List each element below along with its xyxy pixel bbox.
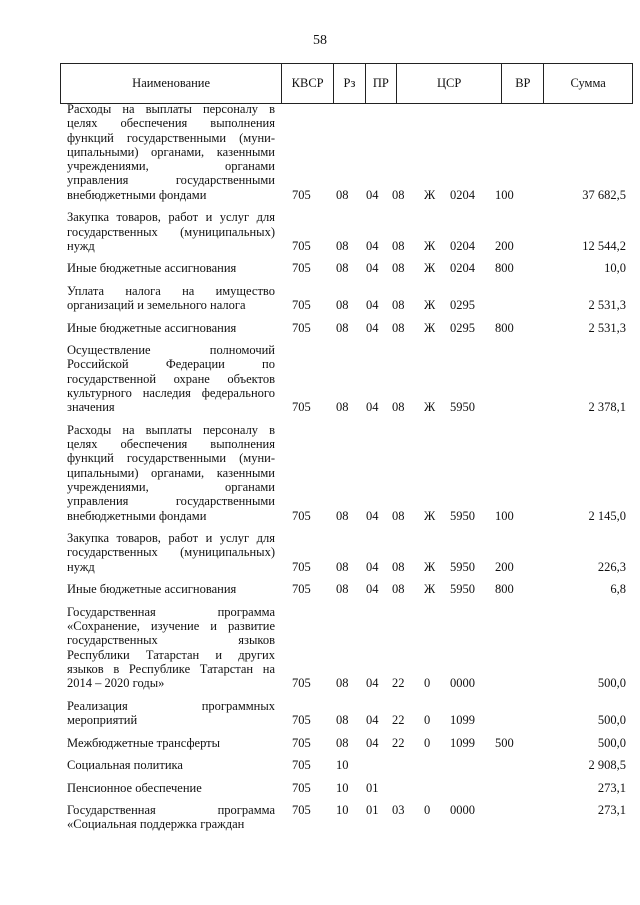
table-row	[0, 423, 640, 523]
page-number: 58	[313, 33, 327, 48]
cell-sum: 500,0	[597, 676, 626, 691]
row-name-line: нужд	[67, 238, 95, 253]
cell-pr: 04	[366, 559, 379, 574]
cell-pr: 04	[366, 582, 379, 597]
row-name-line: Реализация программных	[67, 698, 275, 713]
row-name-line: Расходы на выплаты персоналу в	[67, 422, 275, 437]
cell-csr1: 08	[392, 298, 405, 313]
row-name	[67, 736, 275, 750]
cell-kvsr: 705	[292, 582, 311, 597]
header-name: Наименование	[132, 76, 211, 90]
row-name-line: Республики Татарстан и других	[67, 647, 275, 662]
cell-kvsr: 705	[292, 400, 311, 415]
cell-pr: 04	[366, 238, 379, 253]
cell-vr: 100	[495, 187, 514, 202]
row-name	[67, 605, 275, 691]
cell-csr2: 0	[424, 735, 431, 750]
row-name-line: Иные бюджетные ассигнования	[67, 582, 237, 597]
cell-csr2: Ж	[424, 238, 436, 253]
table-row	[0, 284, 640, 313]
cell-sum: 500,0	[597, 713, 626, 728]
cell-csr2: Ж	[424, 508, 436, 523]
table-row	[0, 531, 640, 574]
cell-csr1: 08	[392, 238, 405, 253]
cell-kvsr: 705	[292, 238, 311, 253]
cell-pr: 04	[366, 508, 379, 523]
cell-pr: 04	[366, 187, 379, 202]
cell-kvsr: 705	[292, 735, 311, 750]
table-row	[0, 699, 640, 728]
cell-csr3: 0204	[450, 261, 475, 276]
cell-pr: 01	[366, 803, 379, 818]
cell-kvsr: 705	[292, 713, 311, 728]
row-name	[67, 582, 275, 596]
row-name-line: Пенсионное обеспечение	[67, 780, 202, 795]
cell-csr3: 0000	[450, 676, 475, 691]
cell-kvsr: 705	[292, 676, 311, 691]
cell-sum: 226,3	[597, 559, 626, 574]
table-row	[0, 321, 640, 335]
row-name	[67, 321, 275, 335]
cell-vr: 200	[495, 559, 514, 574]
cell-sum: 2 378,1	[588, 400, 626, 415]
cell-csr3: 1099	[450, 735, 475, 750]
cell-kvsr: 705	[292, 758, 311, 773]
cell-vr: 100	[495, 508, 514, 523]
cell-rz: 08	[336, 559, 349, 574]
cell-csr1: 08	[392, 400, 405, 415]
table-row	[0, 343, 640, 415]
row-name-line: 2014 – 2020 годы»	[67, 676, 165, 691]
row-name-line: Государственная программа	[67, 803, 275, 818]
cell-csr3: 0204	[450, 238, 475, 253]
row-name	[67, 343, 275, 414]
cell-csr2: Ж	[424, 559, 436, 574]
header-rz: Рз	[333, 64, 365, 103]
cell-rz: 08	[336, 735, 349, 750]
cell-rz: 10	[336, 758, 349, 773]
cell-kvsr: 705	[292, 187, 311, 202]
row-name	[67, 531, 275, 574]
row-name-line: государственных (муниципальных)	[67, 224, 275, 239]
cell-pr: 04	[366, 400, 379, 415]
cell-csr1: 08	[392, 320, 405, 335]
row-name-line: «Сохранение, изучение и развитие	[67, 619, 275, 634]
cell-csr1: 08	[392, 508, 405, 523]
row-name-line: Иные бюджетные ассигнования	[67, 261, 237, 276]
cell-pr: 04	[366, 713, 379, 728]
cell-rz: 10	[336, 780, 349, 795]
row-name-line: ципальными) органами, казенными	[67, 144, 275, 159]
row-name-line: организаций и земельного налога	[67, 298, 246, 313]
cell-sum: 273,1	[597, 803, 626, 818]
cell-sum: 6,8	[610, 582, 626, 597]
row-name-line: Межбюджетные трансферты	[67, 735, 221, 750]
row-name	[67, 781, 275, 795]
cell-csr3: 5950	[450, 508, 475, 523]
cell-vr: 800	[495, 582, 514, 597]
row-name-line: значения	[67, 400, 115, 415]
cell-sum: 37 682,5	[582, 187, 626, 202]
header-pr: ПР	[365, 64, 396, 103]
row-name-line: функций государственными (муни-	[67, 130, 275, 145]
cell-sum: 500,0	[597, 735, 626, 750]
cell-rz: 10	[336, 803, 349, 818]
row-name-line: Расходы на выплаты персоналу в	[67, 102, 275, 116]
cell-csr2: 0	[424, 803, 431, 818]
header-sum: Сумма	[543, 64, 632, 103]
cell-kvsr: 705	[292, 298, 311, 313]
cell-csr3: 5950	[450, 582, 475, 597]
row-name-line: управления государственными	[67, 173, 275, 188]
cell-rz: 08	[336, 238, 349, 253]
row-name-line: культурного наследия федерального	[67, 386, 275, 401]
table-row	[0, 102, 640, 202]
row-name	[67, 423, 275, 523]
row-name-line: Российской Федерации по	[67, 357, 275, 372]
row-name-line: внебюджетными фондами	[67, 187, 207, 202]
cell-csr2: 0	[424, 676, 431, 691]
cell-vr: 800	[495, 320, 514, 335]
cell-csr2: 0	[424, 713, 431, 728]
row-name-line: Закупка товаров, работ и услуг для	[67, 531, 275, 546]
cell-pr: 04	[366, 298, 379, 313]
cell-csr2: Ж	[424, 298, 436, 313]
table-row	[0, 736, 640, 750]
row-name-line: нужд	[67, 559, 95, 574]
cell-pr: 04	[366, 261, 379, 276]
row-name-line: государственных языков	[67, 633, 275, 648]
cell-csr1: 08	[392, 261, 405, 276]
row-name-line: Государственная программа	[67, 604, 275, 619]
row-name-line: Уплата налога на имущество	[67, 283, 275, 298]
cell-rz: 08	[336, 676, 349, 691]
row-name	[67, 803, 275, 832]
row-name	[67, 284, 275, 313]
row-name-line: ципальными) органами, казенными	[67, 465, 275, 480]
row-name-line: «Социальная поддержка граждан	[67, 817, 245, 832]
cell-sum: 2 531,3	[588, 320, 626, 335]
cell-csr2: Ж	[424, 261, 436, 276]
cell-kvsr: 705	[292, 508, 311, 523]
cell-csr1: 03	[392, 803, 405, 818]
cell-rz: 08	[336, 400, 349, 415]
table-row	[0, 210, 640, 253]
cell-csr3: 0204	[450, 187, 475, 202]
cell-pr: 04	[366, 320, 379, 335]
header-vr: ВР	[501, 64, 543, 103]
cell-kvsr: 705	[292, 320, 311, 335]
cell-csr3: 5950	[450, 559, 475, 574]
cell-rz: 08	[336, 582, 349, 597]
cell-csr1: 22	[392, 676, 405, 691]
cell-sum: 2 531,3	[588, 298, 626, 313]
row-name-line: учреждениями, органами	[67, 480, 275, 495]
cell-csr2: Ж	[424, 187, 436, 202]
cell-sum: 2 908,5	[588, 758, 626, 773]
cell-vr: 200	[495, 238, 514, 253]
table-row	[0, 803, 640, 832]
cell-csr2: Ж	[424, 320, 436, 335]
row-name	[67, 261, 275, 275]
cell-vr: 500	[495, 735, 514, 750]
cell-kvsr: 705	[292, 780, 311, 795]
cell-pr: 04	[366, 735, 379, 750]
row-name	[67, 758, 275, 772]
row-name	[67, 699, 275, 728]
cell-csr2: Ж	[424, 582, 436, 597]
row-name	[67, 210, 275, 253]
cell-csr1: 08	[392, 187, 405, 202]
cell-csr1: 22	[392, 735, 405, 750]
table-row	[0, 261, 640, 275]
cell-kvsr: 705	[292, 803, 311, 818]
cell-csr3: 1099	[450, 713, 475, 728]
header-csr: ЦСР	[396, 64, 502, 103]
row-name-line: языков в Республике Татарстан на	[67, 661, 275, 676]
row-name-line: управления государственными	[67, 494, 275, 509]
cell-vr: 800	[495, 261, 514, 276]
cell-csr3: 0295	[450, 320, 475, 335]
row-name-line: целях обеспечения выполнения	[67, 116, 275, 131]
cell-pr: 01	[366, 780, 379, 795]
cell-sum: 273,1	[597, 780, 626, 795]
cell-csr3: 0295	[450, 298, 475, 313]
cell-rz: 08	[336, 320, 349, 335]
cell-csr3: 0000	[450, 803, 475, 818]
row-name-line: Закупка товаров, работ и услуг для	[67, 210, 275, 225]
cell-rz: 08	[336, 298, 349, 313]
row-name-line: функций государственными (муни-	[67, 451, 275, 466]
row-name-line: Социальная политика	[67, 758, 183, 773]
cell-csr1: 22	[392, 713, 405, 728]
row-name-line: внебюджетными фондами	[67, 508, 207, 523]
row-name-line: мероприятий	[67, 713, 138, 728]
row-name	[67, 102, 275, 202]
cell-kvsr: 705	[292, 559, 311, 574]
cell-pr: 04	[366, 676, 379, 691]
cell-rz: 08	[336, 508, 349, 523]
header-kvsr: КВСР	[281, 64, 333, 103]
table-row	[0, 582, 640, 596]
cell-csr2: Ж	[424, 400, 436, 415]
cell-csr1: 08	[392, 582, 405, 597]
cell-rz: 08	[336, 713, 349, 728]
table-row	[0, 605, 640, 691]
cell-rz: 08	[336, 261, 349, 276]
cell-kvsr: 705	[292, 261, 311, 276]
cell-sum: 12 544,2	[582, 238, 626, 253]
row-name-line: Иные бюджетные ассигнования	[67, 320, 237, 335]
row-name-line: государственных (муниципальных)	[67, 545, 275, 560]
cell-csr3: 5950	[450, 400, 475, 415]
cell-csr1: 08	[392, 559, 405, 574]
cell-rz: 08	[336, 187, 349, 202]
cell-sum: 10,0	[604, 261, 626, 276]
cell-sum: 2 145,0	[588, 508, 626, 523]
row-name-line: государственной охране объектов	[67, 371, 275, 386]
row-name-line: целях обеспечения выполнения	[67, 437, 275, 452]
row-name-line: Осуществление полномочий	[67, 343, 275, 358]
table-row	[0, 781, 640, 795]
row-name-line: учреждениями, органами	[67, 159, 275, 174]
table-row	[0, 758, 640, 772]
